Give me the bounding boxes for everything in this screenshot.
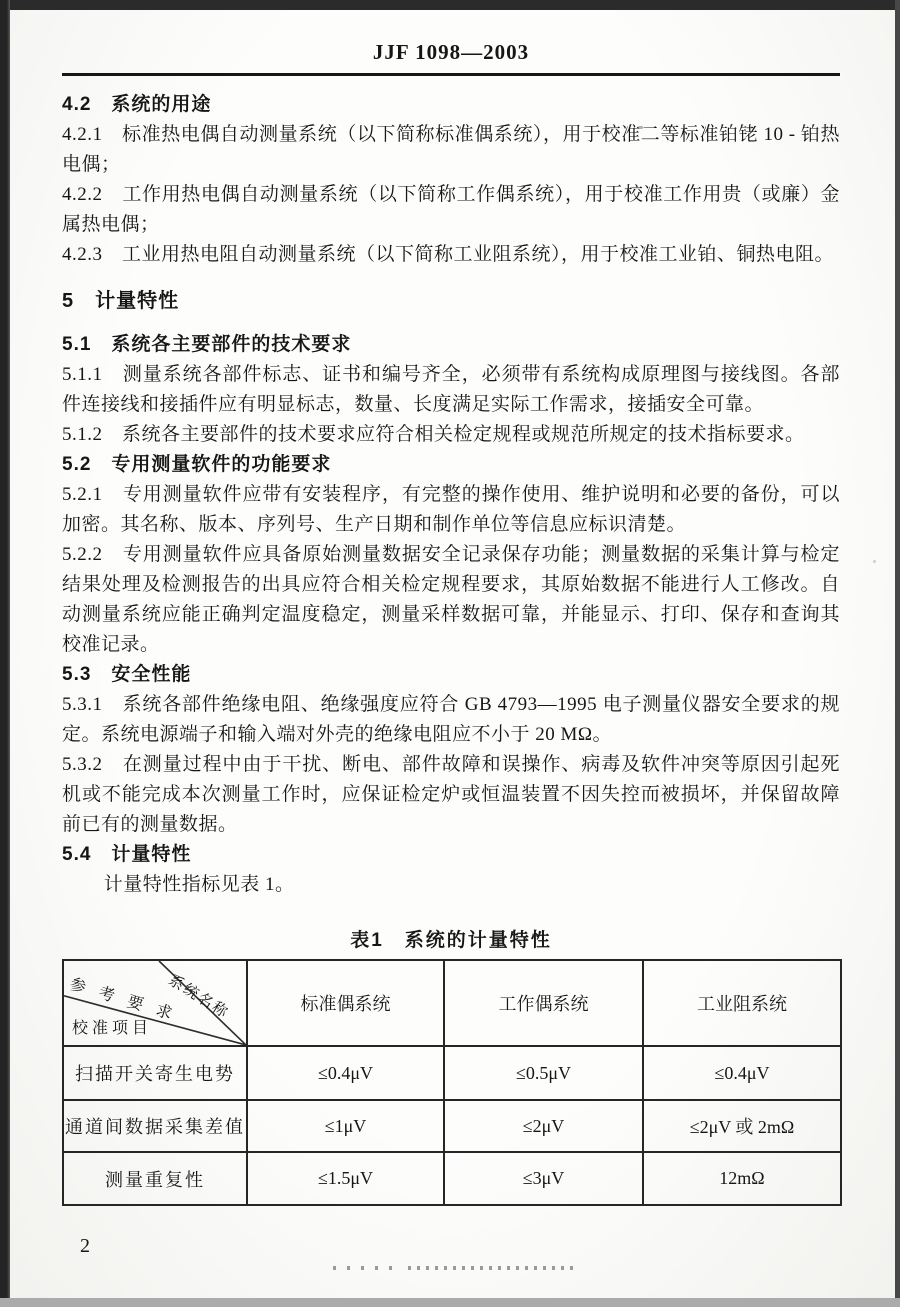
corner-label-calibration-item: 校准项目 (72, 1020, 153, 1037)
clause-4-2-1: 4.2.1 标准热电偶自动测量系统（以下简称标准偶系统），用于校准二等标准铂铑 10 - 铂热电偶； (62, 124, 840, 175)
column-header-industrial-resist: 工业阻系统 (643, 960, 841, 1046)
clause-5-2-2: 5.2.2 专用测量软件应具备原始测量数据安全记录保存功能；测量数据的采集计算与检定结果处理及检测报告的出具应符合相关检定规程要求，其原始数据不能进行人工修改。自动测量系统应能正确判定温度稳定，测量采样数据可靠，并能显示、打印、保存和查询其校准记录。 (62, 544, 840, 655)
column-header-standard-couple: 标准偶系统 (247, 960, 444, 1046)
clause-5-1-1: 5.1.1 测量系统各部件标志、证书和编号齐全，必须带有系统构成原理图与接线图。各部件连接线和接插件应有明显标志，数量、长度满足实际工作需求，接插安全可靠。 (62, 364, 840, 415)
corner-label-reference-requirement: 参 考 要 求 (67, 975, 179, 1025)
scan-edge-right (895, 0, 900, 1299)
cell-value: ≤1μV (247, 1100, 444, 1152)
clause-5-3-1: 5.3.1 系统各部件绝缘电阻、绝缘强度应符合 GB 4793—1995 电子测量仪器安全要求的规定。系统电源端子和输入端对外壳的绝缘电阻应不小于 20 MΩ。 (62, 694, 840, 745)
table-row (63, 1152, 841, 1205)
dots-sparse (333, 1266, 399, 1270)
document-code-header: JJF 1098—2003 (372, 40, 530, 64)
clause-5-2-1: 5.2.1 专用测量软件应带有安装程序，有完整的操作使用、维护说明和必要的备份，可以加密。其名称、版本、序列号、生产日期和制作单位等信息应标识清楚。 (62, 484, 840, 535)
scan-speck (873, 560, 876, 563)
header-rule (62, 73, 840, 76)
clause-4-2-3: 4.2.3 工业用热电阻自动测量系统（以下简称工业阻系统），用于校准工业铂、铜热电阻。 (62, 244, 835, 265)
cell-value: ≤3μV (444, 1152, 643, 1205)
page-number: 2 (80, 1235, 90, 1257)
section-heading-5: 5 计量特性 (62, 290, 180, 312)
cell-value: ≤2μV 或 2mΩ (643, 1100, 841, 1152)
row-label: 通道间数据采集差值 (63, 1100, 247, 1152)
cell-value: ≤2μV (444, 1100, 643, 1152)
table-row (63, 1100, 841, 1152)
table-row (63, 1046, 841, 1100)
clause-5-1-2: 5.1.2 系统各主要部件的技术要求应符合相关检定规程或规范所规定的技术指标要求。 (62, 424, 805, 445)
table-block (62, 926, 840, 1206)
clause-heading-5-3: 5.3 安全性能 (62, 664, 192, 685)
clause-4-2-2: 4.2.2 工作用热电偶自动测量系统（以下简称工作偶系统），用于校准工作用贵（或廉）金属热电偶； (62, 184, 840, 235)
table-reference-line: 计量特性指标见表 1。 (103, 874, 295, 895)
cell-value: ≤0.5μV (444, 1046, 643, 1100)
cell-value: 12mΩ (643, 1152, 841, 1205)
row-label: 扫描开关寄生电势 (63, 1046, 247, 1100)
column-header-working-couple: 工作偶系统 (444, 960, 643, 1046)
scan-edge-bottom (0, 1298, 900, 1307)
cell-value: ≤1.5μV (247, 1152, 444, 1205)
clause-5-3-2: 5.3.2 在测量过程中由于干扰、断电、部件故障和误操作、病毒及软件冲突等原因引起死机或不能完成本次测量工作时，应保证检定炉或恒温装置不因失控而被损坏，并保留故障前已有的测量数据。 (62, 754, 840, 835)
clause-heading-5-4: 5.4 计量特性 (62, 844, 192, 865)
diagonal-header-cell (63, 960, 247, 1046)
table-title: 表1 系统的计量特性 (350, 930, 552, 951)
cell-value: ≤0.4μV (247, 1046, 444, 1100)
scan-edge-top (0, 0, 900, 10)
scan-edge-left (0, 0, 10, 1299)
footer-dots-artifact (333, 1266, 576, 1270)
clause-heading-4-2: 4.2 系统的用途 (62, 94, 212, 115)
document-body (62, 90, 840, 900)
clause-heading-5-1: 5.1 系统各主要部件的技术要求 (62, 334, 352, 355)
clause-heading-5-2: 5.2 专用测量软件的功能要求 (62, 454, 332, 475)
row-label: 测量重复性 (63, 1152, 247, 1205)
metrology-characteristics-table (62, 959, 842, 1206)
corner-label-system-name: 系统名称 (165, 972, 232, 1023)
cell-value: ≤0.4μV (643, 1046, 841, 1100)
dots-dense (408, 1266, 576, 1270)
